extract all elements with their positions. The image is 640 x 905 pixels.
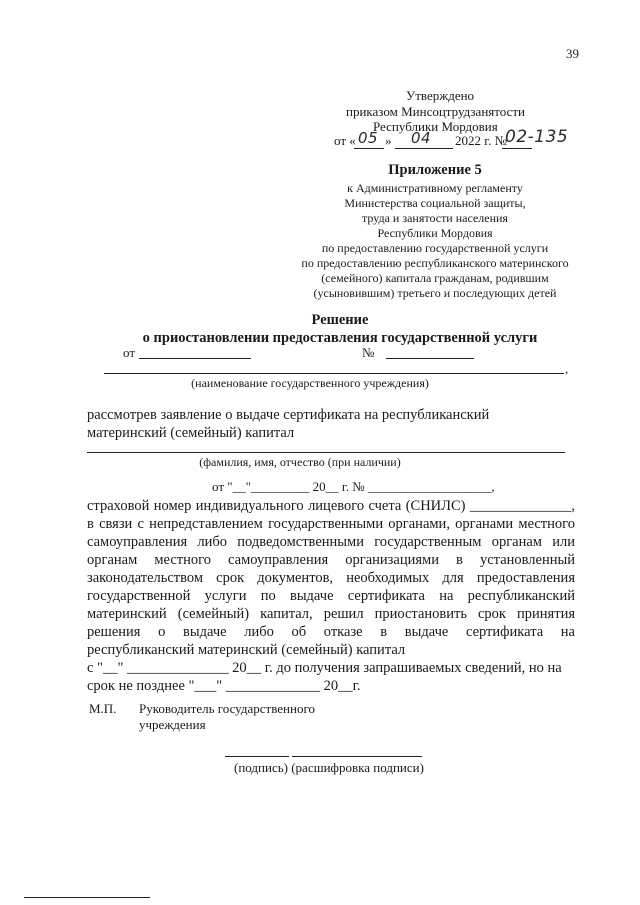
head-title-line-2: учреждения [139, 717, 206, 732]
body-line-4: законодательством срок документов, необходимых для предоставления [87, 570, 575, 586]
body-line-1: в связи с непредставлением государственными органами, органами местного [87, 516, 575, 532]
decision-date-line [139, 358, 251, 359]
appendix-title: Приложение 5 [388, 162, 482, 178]
term-line-1: с "__" ______________ 20__ г. до получения запрашиваемых сведений, но на [87, 660, 562, 676]
footnote-separator [24, 897, 150, 898]
approval-month-handwritten: 04 [411, 129, 432, 147]
appendix-line-1: к Административному регламенту [347, 181, 523, 195]
appendix-line-5: по предоставлению государственной услуги [321, 241, 549, 255]
appendix-line-2: Министерства социальной защиты, [344, 196, 526, 210]
approval-line-1: Утверждено [406, 88, 475, 103]
decision-number-label: № [362, 345, 375, 360]
body-line-7: решения о выдаче либо об отказе в выдаче сертификата на [87, 624, 575, 640]
decision-from-label: от [123, 345, 136, 360]
decision-number-line [386, 358, 474, 359]
snils-line: страховой номер индивидуального лицевого счета (СНИЛС) ______________, [87, 498, 575, 514]
application-date-line: от "__"_________ 20__ г. № ___________________, [212, 479, 495, 494]
body-line-3: органам местного самоуправления организациями в установленный [87, 552, 575, 568]
term-line-2: срок не позднее "___" _____________ 20__г. [87, 678, 361, 694]
decision-title: Решение [311, 312, 369, 328]
decision-subtitle: о приостановлении предоставления государственной услуги [142, 330, 538, 346]
approval-number-handwritten: 02-135 [505, 127, 569, 147]
appendix-line-7: (семейного) капитала гражданам, родившим [321, 271, 549, 285]
head-title-line-1: Руководитель государственного [139, 701, 315, 716]
approval-day-line [354, 148, 384, 149]
para1-line-1: рассмотрев заявление о выдаче сертификата на республиканский [87, 407, 490, 423]
stamp-place-label: М.П. [89, 701, 117, 716]
approval-month-line [395, 148, 453, 149]
appendix-line-3: труда и занятости населения [362, 211, 508, 225]
approval-year-text: 2022 г. № [455, 133, 508, 148]
approval-day-handwritten: 05 [358, 129, 379, 147]
appendix-line-6: по предоставлению республиканского материнского [301, 256, 569, 270]
approval-line-2: приказом Минсоцтрудзанятости [346, 104, 525, 119]
institution-caption: (наименование государственного учреждения) [191, 376, 429, 390]
appendix-line-4: Республики Мордовия [377, 226, 493, 240]
signature-caption: (подпись) (расшифровка подписи) [234, 760, 424, 775]
approval-mid-quote: » [385, 133, 392, 148]
body-line-5: государственной услуги по выдаче сертификата на республиканский [87, 588, 575, 604]
approval-line-3: Республики Мордовия [373, 119, 498, 134]
approval-number-line [502, 148, 532, 149]
signature-decryption-line [292, 756, 422, 757]
body-line-last: республиканский материнский (семейный) капитал [87, 642, 406, 658]
body-line-2: самоуправления либо подведомственными государственным органам или [87, 534, 575, 550]
para1-line-2: материнский (семейный) капитал [87, 425, 295, 441]
body-line-6: материнский (семейный) капитал, решил приостановить срок принятия [87, 606, 575, 622]
signature-line [225, 756, 289, 757]
approval-date-prefix: от « [334, 133, 356, 148]
institution-comma: , [565, 361, 569, 376]
fio-line [87, 452, 565, 453]
fio-caption: (фамилия, имя, отчество (при наличии) [199, 455, 401, 469]
appendix-line-8: (усыновившим) третьего и последующих детей [313, 286, 557, 300]
institution-line [104, 373, 564, 374]
page-number: 39 [566, 46, 579, 61]
